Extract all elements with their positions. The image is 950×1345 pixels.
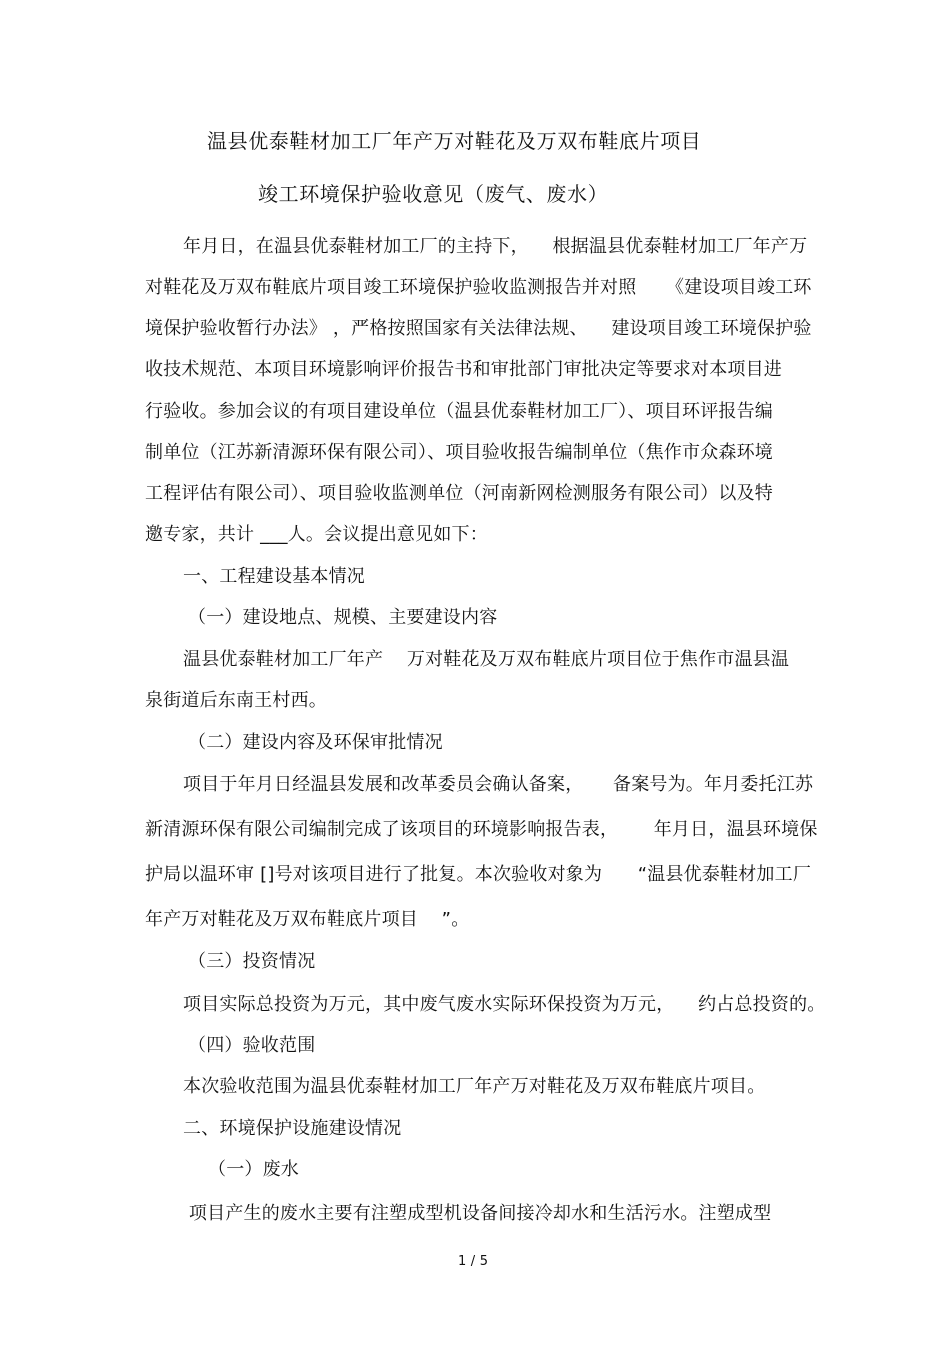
subsection-heading: （一）废水: [208, 1159, 299, 1180]
subsection-heading: （三）投资情况: [188, 951, 316, 972]
intro-line: 收技术规范、本项目环境影响评价报告书和审批部门审批决定等要求对本项目进: [145, 359, 782, 380]
intro-line: 对鞋花及万双布鞋底片项目竣工环境保护验收监测报告并对照 《建设项目竣工环: [145, 277, 812, 298]
document-title-line-2: 竣工环境保护验收意见（废气、废水）: [258, 182, 609, 206]
body-line: 泉街道后东南王村西。: [145, 690, 327, 711]
intro-line: 年月日，在温县优泰鞋材加工厂的主持下， 根据温县优泰鞋材加工厂年产万: [183, 236, 808, 257]
subsection-heading: （一）建设地点、规模、主要建设内容: [188, 607, 498, 628]
body-line: 项目于年月日经温县发展和改革委员会确认备案， 备案号为。年月委托江苏: [183, 774, 814, 795]
section-heading: 二、环境保护设施建设情况: [183, 1118, 402, 1139]
page-number: 1 / 5: [458, 1254, 489, 1269]
intro-line: 工程评估有限公司）、项目验收监测单位（河南新网检测服务有限公司）以及特: [145, 483, 773, 504]
section-heading: 一、工程建设基本情况: [183, 566, 365, 587]
subsection-heading: （四）验收范围: [188, 1035, 316, 1056]
body-line: 护局以温环审 []号对该项目进行了批复。本次验收对象为 “温县优泰鞋材加工厂: [145, 864, 812, 885]
intro-line: 制单位（江苏新清源环保有限公司）、项目验收报告编制单位（焦作市众森环境: [145, 442, 773, 463]
body-line: 项目产生的废水主要有注塑成型机设备间接冷却水和生活污水。注塑成型: [183, 1203, 772, 1224]
body-line: 本次验收范围为温县优泰鞋材加工厂年产万对鞋花及万双布鞋底片项目。: [183, 1076, 766, 1097]
subsection-heading: （二）建设内容及环保审批情况: [188, 732, 443, 753]
body-line: 年产万对鞋花及万双布鞋底片项目 ”。: [145, 909, 470, 930]
body-line: 温县优泰鞋材加工厂年产 万对鞋花及万双布鞋底片项目位于焦作市温县温: [183, 649, 790, 670]
intro-line: 行验收。参加会议的有项目建设单位（温县优泰鞋材加工厂）、项目环评报告编: [145, 401, 773, 422]
body-line: 项目实际总投资为万元，其中废气废水实际环保投资为万元， 约占总投资的。: [183, 994, 826, 1015]
intro-line: 邀专家，共计 ___人。会议提出意见如下：: [145, 524, 488, 545]
document-title-line-1: 温县优泰鞋材加工厂年产万对鞋花及万双布鞋底片项目: [207, 129, 702, 153]
body-line: 新清源环保有限公司编制完成了该项目的环境影响报告表， 年月日，温县环境保: [145, 819, 818, 840]
intro-line: 境保护验收暂行办法》 ，严格按照国家有关法律法规、 建设项目竣工环境保护验: [145, 318, 812, 339]
